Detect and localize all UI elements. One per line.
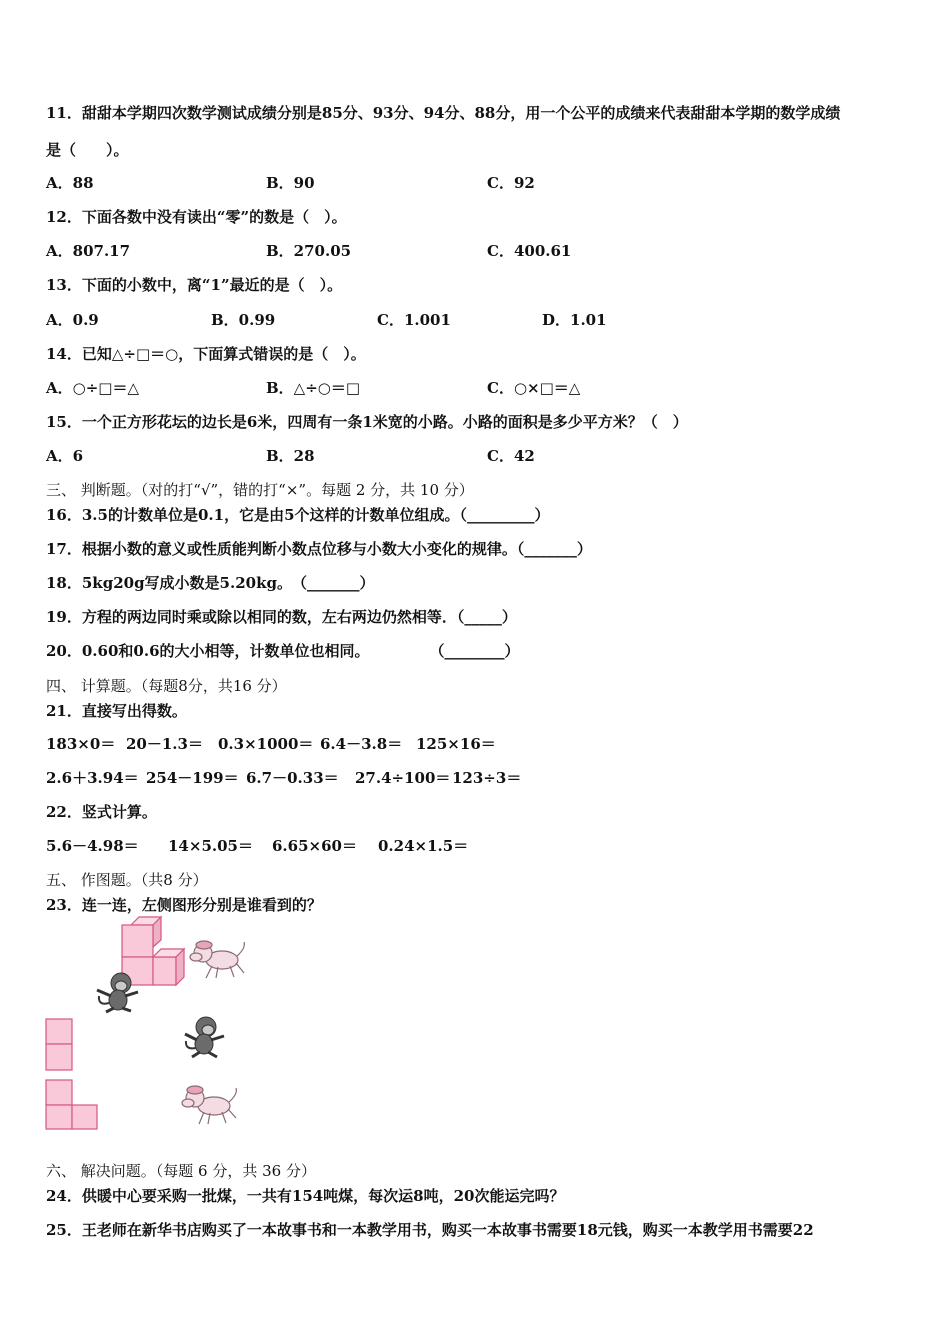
calc-item: 123÷3＝ bbox=[452, 769, 522, 787]
question-19: 19．方程的两边同时乘或除以相同的数，左右两边仍然相等．（_____） bbox=[46, 608, 517, 626]
question-11-line2: 是（ ）。 bbox=[46, 141, 129, 159]
question-15: 15．一个正方形花坛的边长是6米，四周有一条1米宽的小路。小路的面积是多少平方米？（ ） bbox=[46, 413, 688, 431]
question-23: 23．连一连，左侧图形分别是谁看到的？ bbox=[46, 896, 322, 914]
q13-option-d: D．1.01 bbox=[542, 311, 607, 329]
question-16: 16．3.5的计数单位是0.1，它是由5个这样的计数单位组成。（_________） bbox=[46, 506, 550, 524]
section-3-heading: 三、 判断题。（对的打“√”，错的打“×”。每题 2 分，共 10 分） bbox=[46, 481, 474, 499]
question-13: 13．下面的小数中，离“1”最近的是（ ）。 bbox=[46, 276, 343, 294]
question-12: 12．下面各数中没有读出“零”的数是（ ）。 bbox=[46, 208, 347, 226]
vertical-calc-item: 14×5.05＝ bbox=[168, 837, 253, 855]
dog-icon bbox=[190, 941, 244, 978]
calc-item: 20－1.3＝ bbox=[126, 735, 203, 753]
vertical-calc-item: 6.65×60＝ bbox=[272, 837, 357, 855]
q11-option-b: B．90 bbox=[266, 174, 315, 192]
question-25: 25．王老师在新华书店购买了一本故事书和一本教学用书，购买一本故事书需要18元钱，购买一本教学用书需要22 bbox=[46, 1221, 814, 1239]
side-view-l-shape bbox=[46, 1080, 97, 1129]
question-14: 14．已知△÷□＝○，下面算式错误的是（ ）。 bbox=[46, 345, 366, 363]
q11-option-c: C．92 bbox=[487, 174, 535, 192]
q14-option-b: B．△÷○＝□ bbox=[266, 379, 361, 397]
q11-option-a: A．88 bbox=[46, 174, 94, 192]
front-view-two-squares bbox=[46, 1019, 72, 1070]
section-6-heading: 六、 解决问题。（每题 6 分，共 36 分） bbox=[46, 1162, 316, 1180]
calc-item: 6.4－3.8＝ bbox=[320, 735, 403, 753]
question-11-line1: 11．甜甜本学期四次数学测试成绩分别是85分、93分、94分、88分，用一个公平的成绩来代表甜甜本学期的数学成绩 bbox=[46, 104, 841, 122]
question-17: 17．根据小数的意义或性质能判断小数点位移与小数大小变化的规律。（_______） bbox=[46, 540, 592, 558]
calc-item: 125×16＝ bbox=[416, 735, 496, 753]
question-24: 24．供暖中心要采购一批煤，一共有154吨煤，每次运8吨，20次能运完吗？ bbox=[46, 1187, 565, 1205]
calc-item: 254－199＝ bbox=[146, 769, 239, 787]
vertical-calc-item: 0.24×1.5＝ bbox=[378, 837, 469, 855]
monkey-icon bbox=[185, 1017, 224, 1057]
q15-option-b: B．28 bbox=[266, 447, 315, 465]
q12-option-c: C．400.61 bbox=[487, 242, 572, 260]
q12-option-a: A．807.17 bbox=[46, 242, 131, 260]
q15-option-c: C．42 bbox=[487, 447, 535, 465]
q13-option-c: C．1.001 bbox=[377, 311, 451, 329]
calc-item: 2.6＋3.94＝ bbox=[46, 769, 139, 787]
vertical-calc-item: 5.6－4.98＝ bbox=[46, 837, 139, 855]
q14-option-c: C．○×□＝△ bbox=[487, 379, 581, 397]
cube-stack-image bbox=[122, 917, 184, 985]
question-18: 18．5kg20g写成小数是5.20kg。 （_______） bbox=[46, 574, 375, 592]
q15-option-a: A．6 bbox=[46, 447, 84, 465]
q13-option-a: A．0.9 bbox=[46, 311, 99, 329]
q13-option-b: B．0.99 bbox=[211, 311, 276, 329]
question-21: 21．直接写出得数。 bbox=[46, 702, 187, 720]
dog-icon bbox=[182, 1086, 236, 1124]
question-22: 22．竖式计算。 bbox=[46, 803, 157, 821]
q14-option-a: A．○÷□＝△ bbox=[46, 379, 140, 397]
calc-item: 6.7－0.33＝ bbox=[246, 769, 339, 787]
calc-item: 183×0＝ bbox=[46, 735, 116, 753]
question-20: 20．0.60和0.6的大小相等，计数单位也相同。 （________） bbox=[46, 642, 520, 660]
section-5-heading: 五、 作图题。（共8 分） bbox=[46, 871, 208, 889]
calc-item: 0.3×1000＝ bbox=[218, 735, 314, 753]
q12-option-b: B．270.05 bbox=[266, 242, 352, 260]
section-4-heading: 四、 计算题。（每题8分，共16 分） bbox=[46, 677, 287, 695]
calc-item: 27.4÷100＝ bbox=[355, 769, 451, 787]
